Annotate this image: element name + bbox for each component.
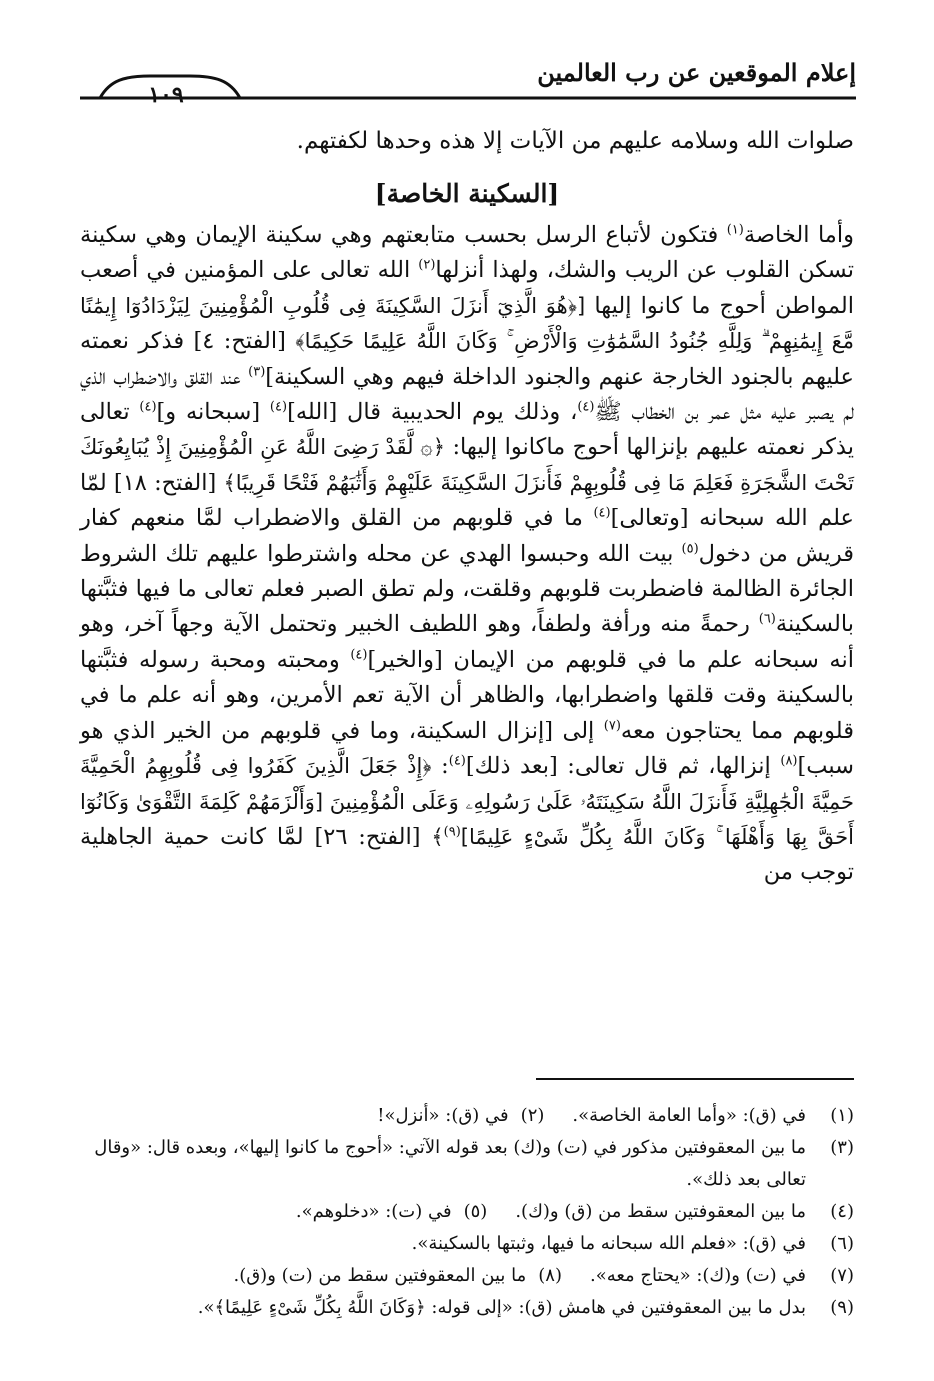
text-run: ومحبته ومحبة رسوله فثبَّتها بالسكينة وقت قلقها واضطرابها، والظاهر أن الآية تعم الأمرين، وهو أنه علم ما في قلوبهم مما يحتاجون معه — [80, 646, 854, 744]
quran-verse: [﴿هُوَ الَّذِيٓ أَنزَلَ السَّكِينَةَ فِى قُلُوبِ الْمُؤْمِنِينَ لِيَزْدَادُوٓا إِيمَٰنًا مَّعَ إِيمَٰنِهِمْ ۗ وَلِلَّهِ جُنُودُ السَّمَٰوَٰتِ وَالْأَرْضِ ۚ وَكَانَ اللَّهُ عَلِيمًا حَكِيمًا﴾ — [80, 293, 855, 354]
footnote-ref: (١) — [726, 222, 744, 238]
footnote-ref: (٦) — [758, 611, 776, 627]
footnote-separator — [536, 1078, 854, 1080]
footnote-ref: (٥) — [681, 541, 699, 557]
footnote-item — [80, 1132, 854, 1196]
text-run: وأما الخاصة — [743, 222, 854, 248]
text-run: فتكون لأتباع الرسل بحسب متابعتهم وهي سكينة الإيمان وهي سكينة تسكن القلوب عن الريب والشك، ولهذا أنزلها — [80, 222, 854, 284]
footnote-ref: (٤) — [139, 399, 157, 415]
footnote-number: (٢) — [520, 1105, 545, 1126]
footnote-text: بدل ما بين المعقوفتين في هامش (ق): «إلى قوله: ﴿وَكَانَ اللَّهُ بِكُلِّ شَىْءٍ عَلِيمًا﴾». — [197, 1297, 806, 1318]
footnote-number: (٤) — [830, 1201, 854, 1222]
text-run: [الفتح: ٢٦] لمَّا كانت حمية الجاهلية توجب من — [80, 823, 854, 886]
footnote-item — [80, 1292, 854, 1324]
text-run: عند القلق والاضطراب الذي لم يصبر عليه مثل عمر بن الخطاب ﷺ — [80, 363, 855, 426]
footnote-ref: (٤) — [577, 399, 595, 415]
footnote-ref: (٤) — [593, 505, 611, 521]
page-body — [80, 118, 854, 1381]
text-run: بيت الله وحبسوا الهدي عن محله واشترطوا عليهم تلك الشروط الجائرة الظالمة فاضطربت قلوبهم وقلقت، ولم تطق الصبر فعلم تعالى ما فيها فثبَّتها بالسكينة — [80, 540, 854, 638]
footnotes — [80, 1100, 854, 1324]
footnote-number: (٦) — [830, 1233, 854, 1254]
quran-verse: ﴿۞ لَّقَدْ رَضِىَ اللَّهُ عَنِ الْمُؤْمِنِينَ إِذْ يُبَايِعُونَكَ تَحْتَ الشَّجَرَةِ فَعَلِمَ مَا فِى قُلُوبِهِمْ فَأَنزَلَ السَّكِينَةَ عَلَيْهِمْ وَأَثَٰبَهُمْ فَتْحًا قَرِيبًا﴾ — [80, 435, 854, 495]
footnote-ref: (٧) — [603, 718, 621, 734]
footnote-ref: (٤) — [448, 753, 466, 769]
footnote-ref: (٨) — [780, 753, 798, 769]
footnote-text — [80, 1196, 806, 1228]
footnote-item — [80, 1260, 854, 1292]
footnote-number: (٣) — [830, 1137, 854, 1158]
footnote-ref: (٢) — [418, 257, 436, 273]
text-run: [الفتح: ١٨] لمّا علم الله سبحانه [وتعالى] — [80, 469, 854, 532]
main-paragraph — [80, 218, 854, 891]
continuation-line: صلوات الله وسلامه عليهم من الآيات إلا هذه وحدها لكفتهم. — [296, 128, 854, 154]
quran-verse-end: ﴾ — [431, 824, 444, 849]
footnote-text: في (ق): «أنزل»! — [377, 1105, 509, 1126]
footnote-text — [80, 1260, 806, 1292]
text-run: تعالى يذكر نعمته عليهم بإنزالها أحوج ماكانوا إليها: — [80, 399, 854, 461]
footnote-text: ما بين المعقوفتين مذكور في (ت) و(ك) بعد قوله الآتي: «أحوج ما كانوا إليها»، وبعده قال: «وقال تعالى بعد ذلك». — [94, 1137, 806, 1190]
footnote-ref: (٣) — [248, 364, 266, 380]
section-heading: [السكينة الخاصة] — [374, 179, 560, 208]
footnote-number: (٨) — [538, 1265, 562, 1286]
page-header — [80, 50, 856, 106]
text-run: ما في قلوبهم من القلق والاضطراب لمَّا منعهم كفار قريش من دخول — [80, 505, 854, 567]
page-number: ١٠٩ — [148, 82, 184, 108]
text-run: [سبحانه و] — [156, 399, 270, 426]
footnote-number: (٧) — [830, 1265, 854, 1286]
quran-verse: ﴿إِذْ جَعَلَ الَّذِينَ كَفَرُوا فِى قُلُوبِهِمُ الْحَمِيَّةَ حَمِيَّةَ الْجَٰهِلِيَّةِ فَأَنزَلَ اللَّهُ سَكِينَتَهُۥ عَلَىٰ رَسُولِهِۦ وَعَلَى الْمُؤْمِنِينَ [وَأَلْزَمَهُمْ كَلِمَةَ التَّقْوَىٰ وَكَانُوٓا أَحَقَّ بِهَا وَأَهْلَهَا ۚ وَكَانَ اللَّهُ بِكُلِّ شَىْءٍ عَلِيمًا] — [80, 754, 854, 849]
footnote-ref: (٩) — [443, 824, 461, 840]
text-run: رحمةً منه ورأفة ولطفاً، وهو اللطيف الخبير وتحتمل الآية وجهاً آخر، وهو أنه سبحانه علم ما في قلوبهم من الإيمان [والخير] — [80, 611, 854, 673]
footnote-item — [80, 1228, 854, 1260]
footnote-item — [80, 1100, 854, 1132]
text-run: إلى [إنزال السكينة، وما في قلوبهم من الخير الذي هو سبب] — [80, 717, 855, 780]
footnote-item — [80, 1196, 854, 1228]
text-run: [الفتح: ٤] فذكر نعمته عليهم بالجنود الخارجة عنهم والجنود الداخلة فيهم وهي السكينة] — [80, 328, 854, 390]
text-run: : — [431, 753, 449, 780]
footnote-text: في (ق): «وأما العامة الخاصة». — [572, 1105, 806, 1126]
footnote-text: ما بين المعقوفتين سقط من (ت) و(ق). — [233, 1265, 527, 1286]
text-run: الله تعالى على المؤمنين في أصعب المواطن أحوج ما كانوا إليها — [80, 257, 854, 319]
text-run: ، وذلك يوم الحديبية قال [الله] — [287, 399, 578, 426]
footnote-number: (١) — [830, 1105, 854, 1126]
footnote-text: ما بين المعقوفتين سقط من (ق) و(ك). — [515, 1201, 806, 1222]
footnote-ref: (٤) — [350, 647, 368, 663]
footnote-number: (٥) — [463, 1201, 488, 1222]
footnote-ref: (٤) — [269, 399, 288, 415]
footnote-text: في (ت) و(ك): «يحتاج معه». — [589, 1265, 806, 1286]
footnote-text: في (ت): «دخلوهم». — [295, 1201, 452, 1222]
text-run: إنزالها، ثم قال تعالى: [بعد ذلك] — [465, 753, 781, 780]
footnote-text — [80, 1100, 806, 1132]
running-title: إعلام الموقعين عن رب العالمين — [537, 58, 856, 87]
footnote-text: في (ق): «فعلم الله سبحانه ما فيها، وثبتها بالسكينة». — [411, 1233, 806, 1254]
footnote-number: (٩) — [830, 1297, 854, 1318]
